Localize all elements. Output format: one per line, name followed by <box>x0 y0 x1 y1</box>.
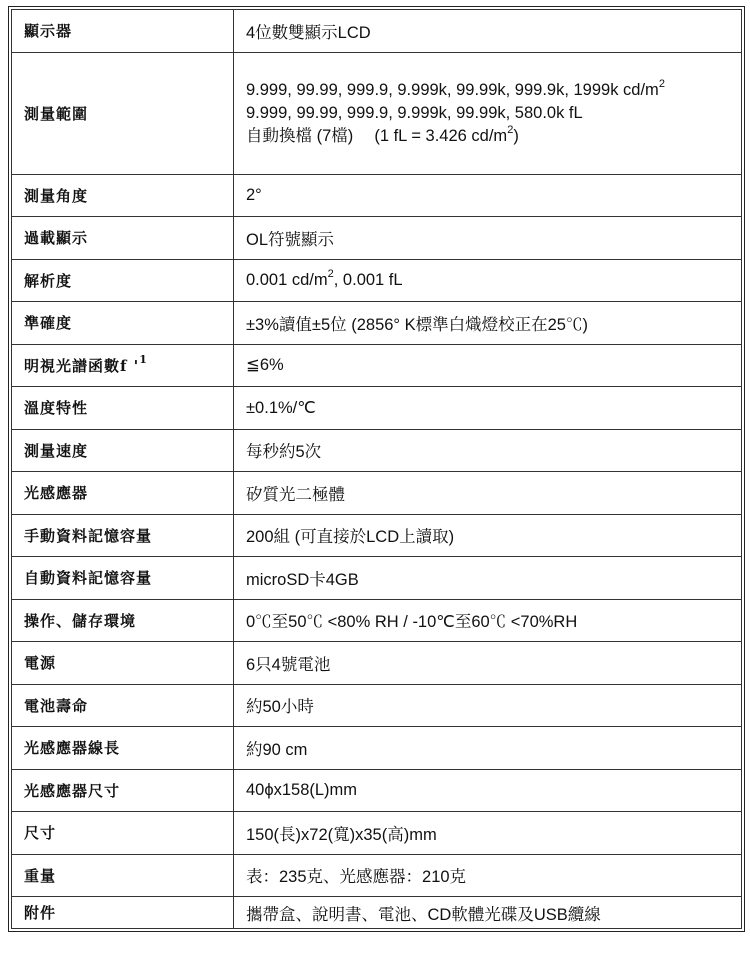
row-label-display: 顯示器 <box>12 10 234 53</box>
table-row <box>12 259 742 302</box>
row-value-spectral: ≦6% <box>234 344 742 387</box>
table-row <box>12 344 742 387</box>
row-value-temperature: ±0.1%/℃ <box>234 387 742 430</box>
row-value-weight: 表：235克、光感應器：210克 <box>234 854 742 897</box>
row-label-dimensions: 尺寸 <box>12 812 234 855</box>
table-row <box>12 52 742 174</box>
table-row <box>12 599 742 642</box>
row-label-angle: 測量角度 <box>12 174 234 217</box>
table-row <box>12 557 742 600</box>
row-value-auto-memory: microSD卡4GB <box>234 557 742 600</box>
row-value-battery-life: 約50小時 <box>234 684 742 727</box>
row-label-speed: 測量速度 <box>12 429 234 472</box>
row-value-display: 4位數雙顯示LCD <box>234 10 742 53</box>
table-row <box>12 174 742 217</box>
table-row <box>12 642 742 685</box>
row-value-accuracy: ±3%讀值±5位 (2856° K標準白熾燈校正在25℃) <box>234 302 742 345</box>
row-label-range: 測量範圍 <box>12 52 234 174</box>
row-value-power: 6只4號電池 <box>234 642 742 685</box>
row-value-sensor: 矽質光二極體 <box>234 472 742 515</box>
row-label-battery-life: 電池壽命 <box>12 684 234 727</box>
table-row <box>12 769 742 812</box>
range-line-fl: 9.999, 99.99, 999.9, 9.999k, 99.99k, 580.0k fL <box>246 103 583 122</box>
table-row <box>12 897 742 929</box>
row-value-range <box>234 52 742 174</box>
table-row <box>12 387 742 430</box>
row-label-power: 電源 <box>12 642 234 685</box>
table-row <box>12 727 742 770</box>
row-label-weight: 重量 <box>12 854 234 897</box>
table-row <box>12 472 742 515</box>
row-label-temperature: 溫度特性 <box>12 387 234 430</box>
row-value-manual-memory: 200組 (可直接於LCD上讀取) <box>234 514 742 557</box>
row-label-accuracy: 準確度 <box>12 302 234 345</box>
table-row <box>12 10 742 53</box>
row-label-sensor-size: 光感應器尺寸 <box>12 769 234 812</box>
row-value-angle: 2° <box>234 174 742 217</box>
table-row <box>12 302 742 345</box>
range-line-autorange: 自動換檔 (7檔) (1 fL = 3.426 $cd/m^2$) <box>246 123 519 145</box>
row-value-overload: OL符號顯示 <box>234 217 742 260</box>
table-row <box>12 217 742 260</box>
row-value-sensor-size: 40ϕx158(L)mm <box>234 769 742 812</box>
table-row <box>12 514 742 557</box>
table-row <box>12 854 742 897</box>
row-label-cable-length: 光感應器線長 <box>12 727 234 770</box>
spec-table-frame <box>8 6 745 932</box>
row-label-environment: 操作、儲存環境 <box>12 599 234 642</box>
row-value-speed: 每秒約5次 <box>234 429 742 472</box>
row-value-dimensions: 150(長)x72(寬)x35(高)mm <box>234 812 742 855</box>
row-label-spectral: 明視光譜函數f '$^1$ <box>12 344 234 387</box>
table-row <box>12 812 742 855</box>
row-value-accessories: 攜帶盒、說明書、電池、CD軟體光碟及USB纜線 <box>234 897 742 929</box>
row-label-overload: 過載顯示 <box>12 217 234 260</box>
row-label-manual-memory: 手動資料記憶容量 <box>12 514 234 557</box>
table-row <box>12 684 742 727</box>
row-value-environment: 0℃至50℃ <80% RH / -10℃至60℃ <70%RH <box>234 599 742 642</box>
row-label-accessories: 附件 <box>12 897 234 929</box>
table-row <box>12 429 742 472</box>
row-label-resolution: 解析度 <box>12 259 234 302</box>
range-line-cdm2: 9.999, 99.99, 999.9, 9.999k, 99.99k, 999.9k, 1999k $cd/m^2$ <box>246 77 665 99</box>
row-value-resolution: 0.001 $cd/m^2$, 0.001 fL <box>234 259 742 302</box>
row-label-sensor: 光感應器 <box>12 472 234 515</box>
row-label-auto-memory: 自動資料記憶容量 <box>12 557 234 600</box>
spec-table <box>11 9 742 929</box>
row-value-cable-length: 約90 cm <box>234 727 742 770</box>
